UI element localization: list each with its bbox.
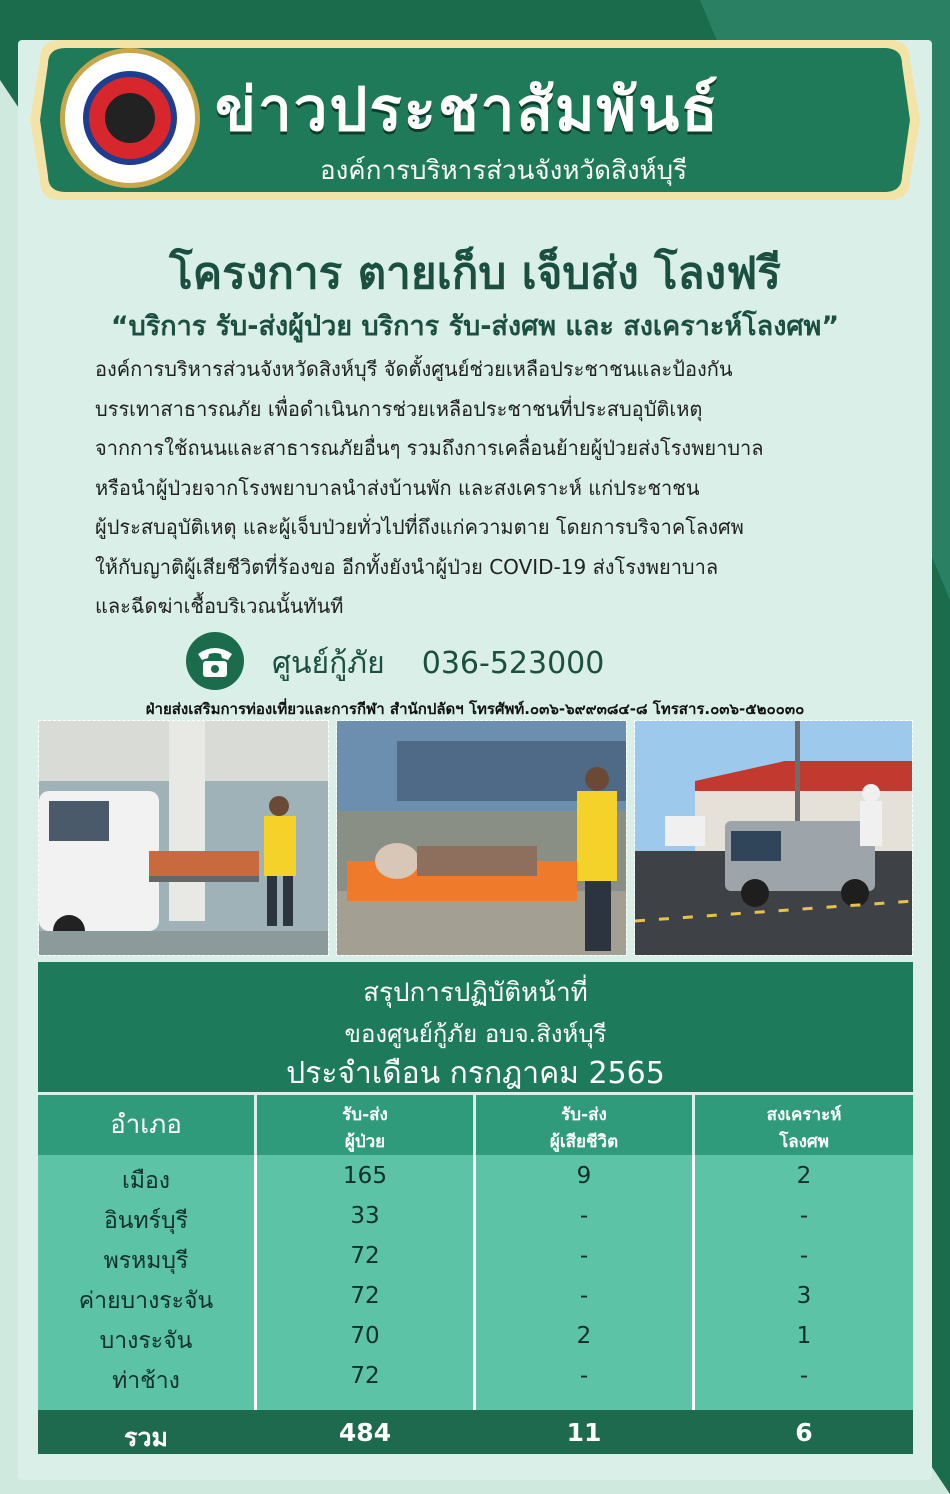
table-row bbox=[38, 1283, 913, 1323]
header-coffin-line1: สงเคราะห์ bbox=[766, 1105, 842, 1125]
cell-patients: 72 bbox=[350, 1363, 380, 1389]
paragraph-line: จากการใช้ถนนและสาธารณภัยอื่นๆ รวมถึงการเคลื่อนย้ายผู้ป่วยส่งโรงพยาบาล bbox=[95, 436, 764, 460]
cell-deceased: - bbox=[579, 1203, 589, 1229]
description-paragraph bbox=[95, 350, 875, 627]
table-row bbox=[38, 1243, 913, 1283]
header-coffin-line2: โลงศพ bbox=[779, 1132, 829, 1152]
cell-patients: 70 bbox=[350, 1323, 380, 1349]
table-row bbox=[38, 1163, 913, 1203]
summary-title: สรุปการปฏิบัติหน้าที่ bbox=[363, 978, 588, 1008]
hotline-label: ศูนย์กู้ภัย bbox=[272, 646, 385, 681]
cell-patients: 72 bbox=[350, 1243, 380, 1269]
cell-deceased: - bbox=[579, 1283, 589, 1309]
cell-deceased: 2 bbox=[576, 1323, 592, 1349]
paragraph-line: และฉีดฆ่าเชื้อบริเวณนั้นทันที bbox=[95, 594, 344, 618]
summary-month: ประจำเดือน กรกฎาคม 2565 bbox=[286, 1056, 665, 1091]
logo-emblem bbox=[83, 71, 177, 165]
table-body bbox=[38, 1155, 913, 1410]
cell-patients: 72 bbox=[350, 1283, 380, 1309]
banner-title: ข่าวประชาสัมพันธ์ bbox=[215, 75, 720, 145]
summary-header bbox=[38, 962, 913, 1092]
cell-district: ท่าช้าง bbox=[112, 1368, 180, 1394]
photo-disinfection-truck bbox=[634, 720, 913, 956]
table-header bbox=[38, 1095, 913, 1155]
header-patients-line1: รับ-ส่ง bbox=[342, 1105, 388, 1125]
cell-coffin: 1 bbox=[796, 1323, 812, 1349]
banner-subtitle: องค์การบริหารส่วนจังหวัดสิงห์บุรี bbox=[320, 156, 688, 186]
paragraph-line: บรรเทาสาธารณภัย เพื่อดำเนินการช่วยเหลือประชาชนที่ประสบอุบัติเหตุ bbox=[95, 396, 703, 421]
contact-line: ฝ่ายส่งเสริมการท่องเที่ยวและการกีฬา สำนักปลัดฯ โทรศัพท์.๐๓๖-๖๙๙๓๘๔-๘ โทรสาร.๐๓๖-๕๒๐๐๓๐ bbox=[145, 700, 805, 718]
photo-ambulance-stretcher bbox=[38, 720, 329, 956]
logo-figures bbox=[105, 93, 155, 143]
cell-district: ค่ายบางระจัน bbox=[78, 1288, 214, 1314]
cell-district: พรหมบุรี bbox=[103, 1248, 189, 1274]
cell-coffin: - bbox=[799, 1203, 809, 1229]
cell-district: อินทร์บุรี bbox=[103, 1208, 188, 1234]
cell-coffin: - bbox=[799, 1363, 809, 1389]
header-deceased-line2: ผู้เสียชีวิต bbox=[549, 1132, 619, 1152]
header-patients-line2: ผู้ป่วย bbox=[344, 1132, 386, 1152]
table-total-row bbox=[38, 1410, 913, 1454]
total-patients: 484 bbox=[338, 1418, 392, 1447]
paragraph-line: ผู้ประสบอุบัติเหตุ และผู้เจ็บป่วยทั่วไปที่ถึงแก่ความตาย โดยการบริจาคโลงศพ bbox=[95, 515, 744, 539]
project-tagline: “บริการ รับ-ส่งผู้ป่วย บริการ รับ-ส่งศพ และ สงเคราะห์โลงศพ” bbox=[110, 311, 840, 342]
cell-deceased: - bbox=[579, 1363, 589, 1389]
paragraph-line: หรือนำผู้ป่วยจากโรงพยาบาลนำส่งบ้านพัก และสงเคราะห์ แก่ประชาชน bbox=[95, 475, 700, 500]
total-deceased: 11 bbox=[566, 1418, 602, 1447]
paragraph-line: องค์การบริหารส่วนจังหวัดสิงห์บุรี จัดตั้งศูนย์ช่วยเหลือประชาชนและป้องกัน bbox=[95, 357, 733, 381]
header-district: อำเภอ bbox=[38, 1095, 254, 1155]
photo-house-stretcher bbox=[336, 720, 627, 956]
cell-coffin: 2 bbox=[796, 1163, 812, 1189]
header-deceased bbox=[476, 1095, 692, 1155]
cell-deceased: - bbox=[579, 1243, 589, 1269]
table-row bbox=[38, 1323, 913, 1363]
paragraph-line: ให้กับญาติผู้เสียชีวิตที่ร้องขอ อีกทั้งยังนำผู้ป่วย COVID-19 ส่งโรงพยาบาล bbox=[95, 554, 719, 579]
cell-coffin: - bbox=[799, 1243, 809, 1269]
total-label: รวม bbox=[124, 1423, 168, 1452]
header-coffin bbox=[695, 1095, 913, 1155]
table-row bbox=[38, 1203, 913, 1243]
hotline bbox=[272, 640, 604, 687]
cell-deceased: 9 bbox=[576, 1163, 592, 1189]
total-coffin: 6 bbox=[795, 1418, 813, 1447]
telephone-icon bbox=[186, 632, 244, 690]
project-title: โครงการ ตายเก็บ เจ็บส่ง โลงฟรี bbox=[169, 248, 781, 299]
header-patients bbox=[257, 1095, 473, 1155]
cell-district: เมือง bbox=[121, 1168, 171, 1194]
summary-subtitle: ของศูนย์กู้ภัย อบจ.สิงห์บุรี bbox=[344, 1020, 607, 1048]
cell-patients: 33 bbox=[350, 1203, 380, 1229]
table-row bbox=[38, 1363, 913, 1403]
pao-logo bbox=[60, 48, 200, 188]
hotline-number: 036-523000 bbox=[421, 646, 605, 681]
header-deceased-line1: รับ-ส่ง bbox=[561, 1105, 607, 1125]
cell-coffin: 3 bbox=[796, 1283, 812, 1309]
cell-district: บางระจัน bbox=[99, 1328, 193, 1354]
cell-patients: 165 bbox=[343, 1163, 387, 1189]
